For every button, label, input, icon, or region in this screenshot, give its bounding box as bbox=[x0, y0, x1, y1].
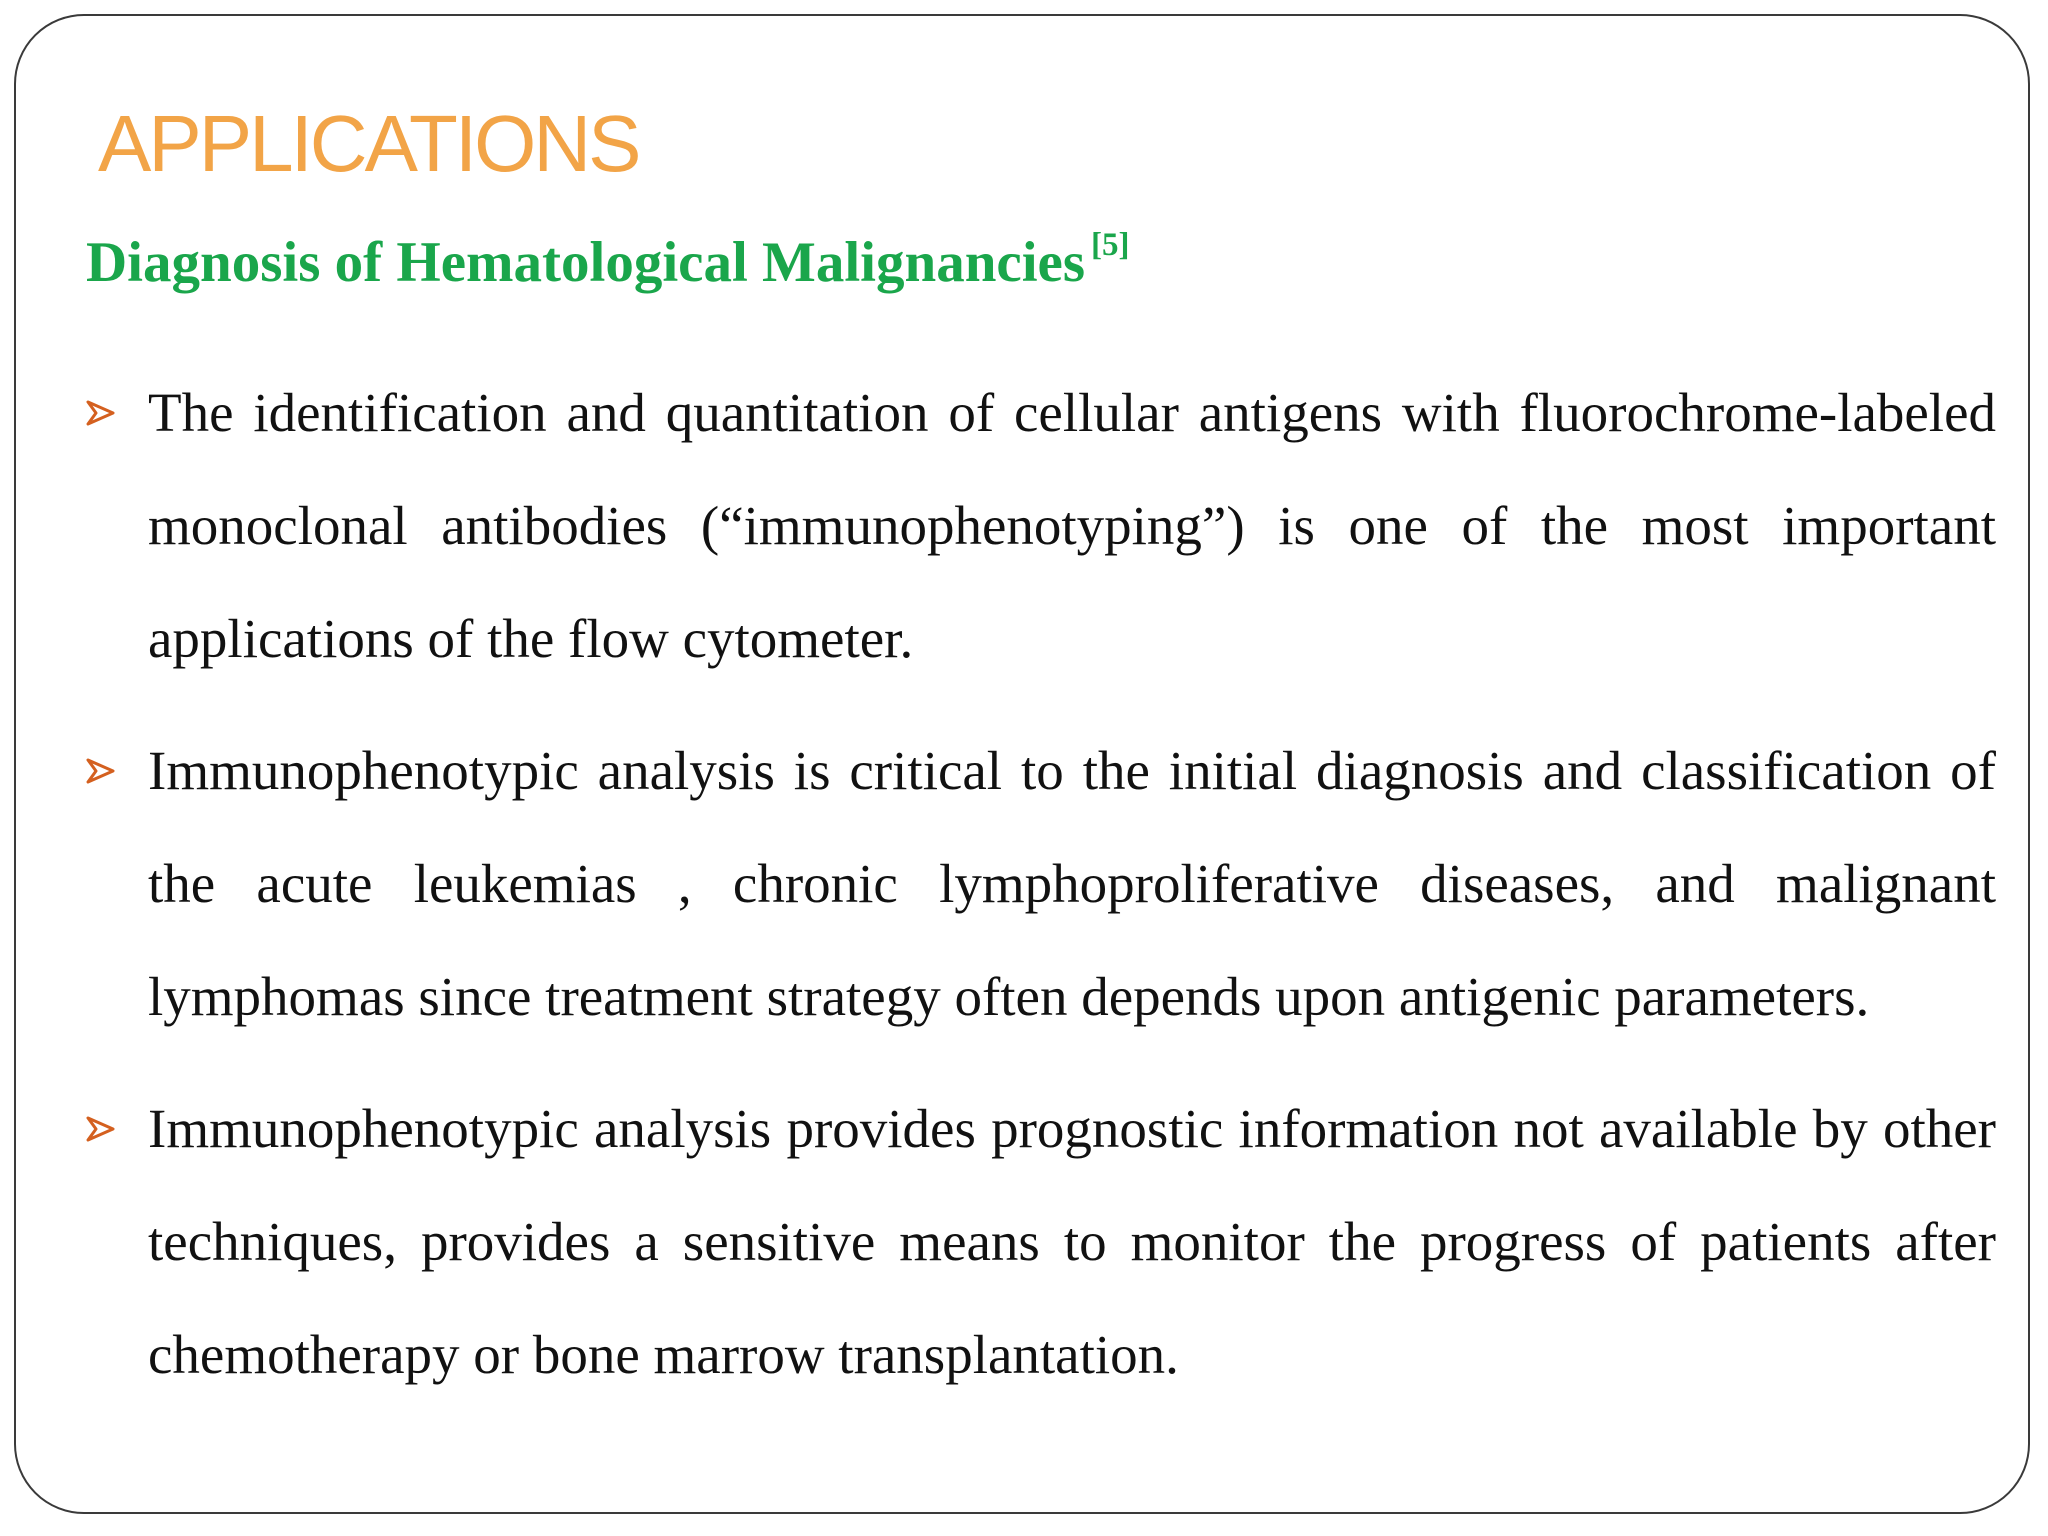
bullet-item bbox=[86, 356, 1996, 695]
slide-subtitle bbox=[86, 227, 1130, 294]
bullet-item bbox=[86, 1072, 1996, 1411]
bullet-text: Immunophenotypic analysis provides prognostic information not available by other techniques, provides a sensitive means to monitor the progress of patients after chemotherapy or bone marrow transplantation. bbox=[148, 1098, 1996, 1385]
subtitle-reference: [5] bbox=[1091, 227, 1130, 263]
arrow-bullet-icon bbox=[86, 356, 148, 469]
slide-title: APPLICATIONS bbox=[98, 99, 639, 188]
slide bbox=[14, 14, 2030, 1514]
bullet-list bbox=[86, 356, 1996, 1430]
subtitle-text: Diagnosis of Hematological Malignancies bbox=[86, 231, 1086, 294]
bullet-text: Immunophenotypic analysis is critical to the initial diagnosis and classification of the acute leukemias , chronic lymphoproliferative diseases, and malignant lymphomas since treatment strategy often depends upon antigenic parameters. bbox=[148, 740, 1996, 1027]
bullet-item bbox=[86, 714, 1996, 1053]
arrow-bullet-icon bbox=[86, 714, 148, 827]
arrow-bullet-icon bbox=[86, 1072, 148, 1185]
bullet-text: The identification and quantitation of cellular antigens with fluorochrome-labeled monoclonal antibodies (“immunophenotyping”) is one of the most important applications of the flow cytometer. bbox=[148, 382, 1996, 669]
